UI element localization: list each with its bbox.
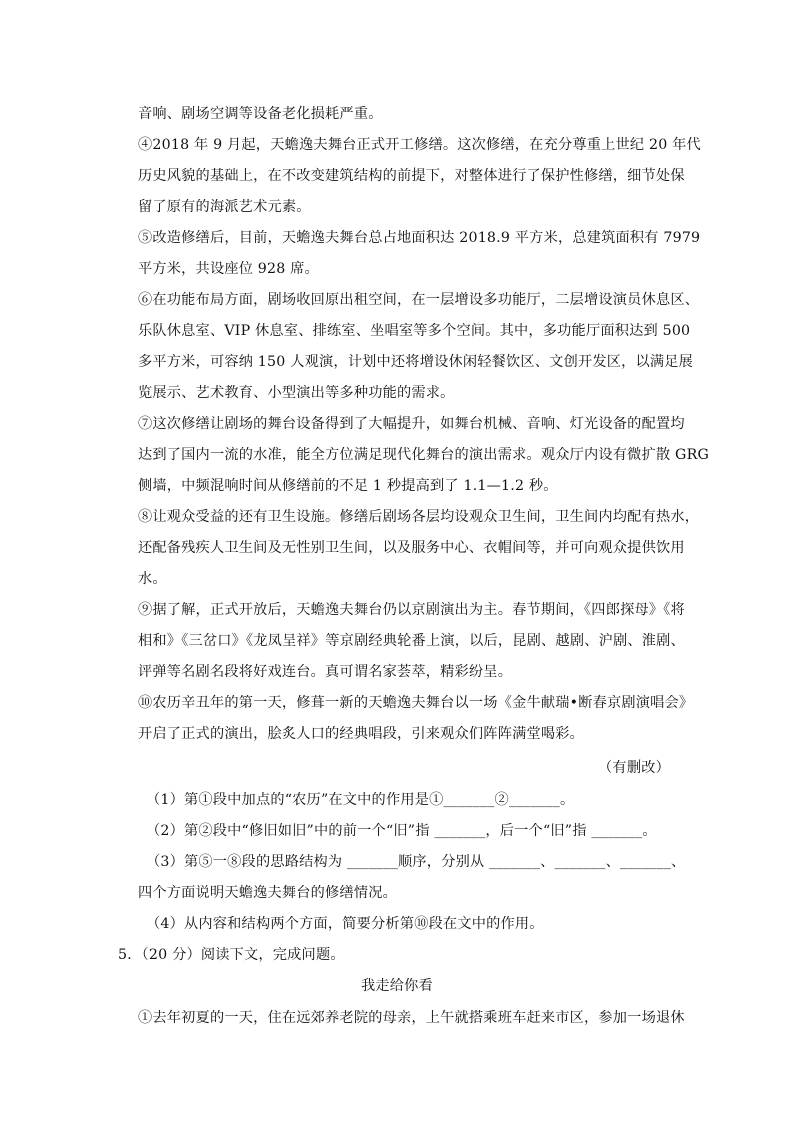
paragraph-line: ④2018 年 9 月起，天蟾逸夫舞台正式开工修缮。这次修缮，在充分尊重上世纪 20 年代 [138, 137, 701, 153]
paragraph-line: 开启了正式的演出，脍炙人口的经典唱段，引来观众们阵阵满堂喝彩。 [138, 726, 585, 742]
paragraph-line: 留了原有的海派艺术元素。 [138, 199, 311, 215]
paragraph-line: 音响、剧场空调等设备老化损耗严重。 [138, 106, 383, 122]
paragraph-line: ⑤改造修缮后，目前，天蟾逸夫舞台总占地面积达 2018.9 平方米，总建筑面积有 7979 [138, 230, 701, 246]
paragraph-line: ⑥在功能布局方面，剧场收回原出租空间，在一层增设多功能厅，二层增设演员休息区、 [138, 292, 700, 308]
paragraph-line: ⑨据了解，正式开放后，天蟾逸夫舞台仍以京剧演出为主。春节期间，《四郎探母》《将 [138, 602, 685, 618]
paragraph-line: 览展示、艺术教育、小型演出等多种功能的需求。 [138, 385, 455, 401]
question-3-continued: 四个方面说明天蟾逸夫舞台的修缮情况。 [138, 885, 397, 901]
source-note: （有删改） [598, 760, 670, 776]
paragraph-line: 平方米，共设座位 928 席。 [138, 261, 319, 277]
paragraph-line: 还配备残疾人卫生间及无性别卫生间，以及服务中心、衣帽间等，并可向观众提供饮用 [138, 540, 685, 556]
question-2: （2）第②段中“修旧如旧”中的前一个“旧”指 _______，后一个“旧”指 _______。 [146, 823, 657, 839]
paragraph-line: ⑦这次修缮让剧场的舞台设备得到了大幅提升，如舞台机械、音响、灯光设备的配置均 [138, 416, 685, 432]
paragraph-line: 多平方米，可容纳 150 人观演，计划中还将增设休闲轻餐饮区、文创开发区，以满足展 [138, 354, 694, 370]
paragraph-line: 侧墙，中频混响时间从修缮前的不足 1 秒提高到了 1.1—1.2 秒。 [138, 478, 558, 494]
paragraph-line: 历史风貌的基础上，在不改变建筑结构的前提下，对整体进行了保护性修缮，细节处保 [138, 168, 685, 184]
article-title: 我走给你看 [361, 978, 433, 994]
paragraph-line: 评弹等名剧名段将好戏连台。真可谓名家荟萃，精彩纷呈。 [138, 664, 513, 680]
paragraph-line: ⑩农历辛丑年的第一天，修葺一新的天蟾逸夫舞台以一场《金牛献瑞•断春京剧演唱会》 [138, 695, 694, 711]
paragraph-line: 乐队休息室、VIP 休息室、排练室、坐唱室等多个空间。其中，多功能厅面积达到 500 [138, 323, 691, 339]
question-4: （4）从内容和结构两个方面，简要分析第⑩段在文中的作用。 [146, 916, 544, 932]
paragraph-line: ①去年初夏的一天，住在远郊养老院的母亲，上午就搭乘班车赶来市区，参加一场退休 [138, 1010, 685, 1026]
paragraph-line: 相和》《三岔口》《龙凤呈祥》等京剧经典轮番上演，以后，昆剧、越剧、沪剧、淮剧、 [138, 633, 685, 649]
paragraph-line: 水。 [138, 571, 167, 587]
question-1: （1）第①段中加点的“农历”在文中的作用是①_______②_______。 [146, 792, 575, 808]
question-3: （3）第⑤一⑧段的思路结构为 _______顺序，分别从 _______、_______、_______、 [146, 854, 686, 870]
paragraph-line: 达到了国内一流的水准，能全方位满足现代化舞台的演出需求。观众厅内设有微扩散 GRG [138, 447, 709, 463]
question-5-heading: 5．（20 分）阅读下文，完成问题。 [118, 947, 345, 963]
paragraph-line: ⑧让观众受益的还有卫生设施。修缮后剧场各层均设观众卫生间，卫生间内均配有热水， [138, 509, 700, 525]
